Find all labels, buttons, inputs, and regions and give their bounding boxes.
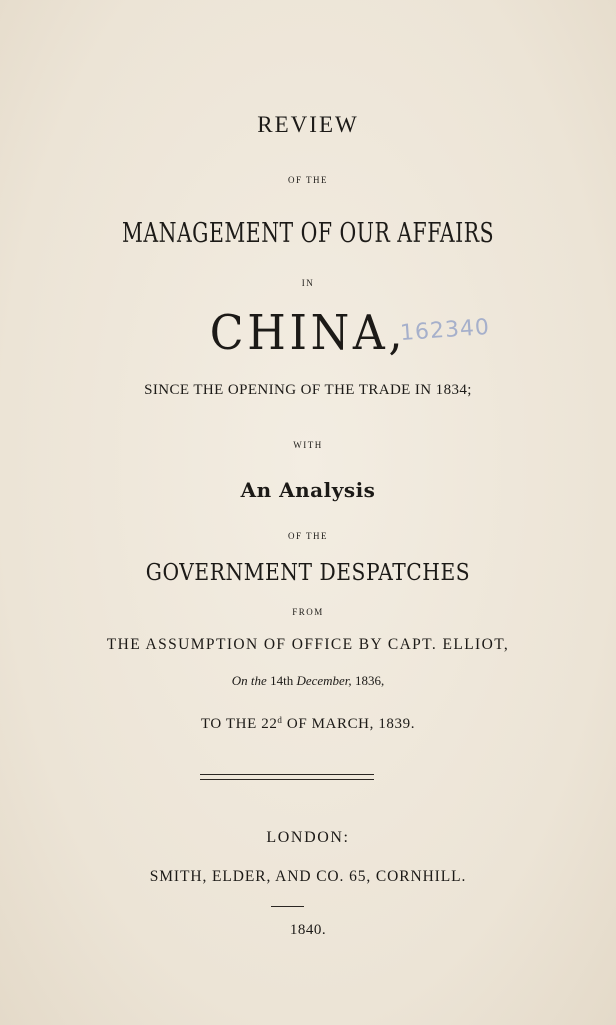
imprint-place: LONDON:: [266, 829, 350, 846]
heading-government-despatches: GOVERNMENT DESPATCHES: [145, 560, 471, 586]
to-sup: d: [277, 715, 283, 725]
short-rule-divider: [271, 906, 304, 907]
subtitle-assumption: THE ASSUMPTION OF OFFICE BY CAPT. ELLIOT,: [106, 636, 510, 653]
date-day: 14th: [270, 673, 294, 688]
connector-with: WITH: [293, 440, 323, 450]
heading-review: REVIEW: [257, 112, 359, 137]
heading-china: CHINA,: [209, 305, 407, 361]
connector-of-the-2: OF THE: [287, 531, 329, 541]
date-year: 1836,: [354, 673, 385, 688]
double-rule-divider: [200, 774, 374, 780]
connector-from: FROM: [292, 607, 324, 617]
to-suffix: OF MARCH, 1839.: [282, 716, 416, 732]
library-stamp-number: 162340: [399, 314, 491, 347]
to-prefix: TO THE 22: [200, 716, 278, 732]
imprint-publisher: SMITH, ELDER, AND CO. 65, CORNHILL.: [149, 868, 467, 885]
heading-analysis: An Analysis: [240, 478, 376, 502]
subtitle-to-date: [0, 715, 616, 733]
subtitle-since: SINCE THE OPENING OF THE TRADE IN 1834;: [144, 382, 472, 398]
connector-of-the: OF THE: [287, 175, 329, 185]
subtitle-date: [0, 673, 616, 689]
imprint-year: 1840.: [289, 922, 327, 938]
heading-management: MANAGEMENT OF OUR AFFAIRS: [121, 218, 495, 249]
connector-in: IN: [301, 278, 315, 288]
date-prefix: On the: [231, 673, 267, 688]
date-month: December,: [296, 673, 352, 688]
